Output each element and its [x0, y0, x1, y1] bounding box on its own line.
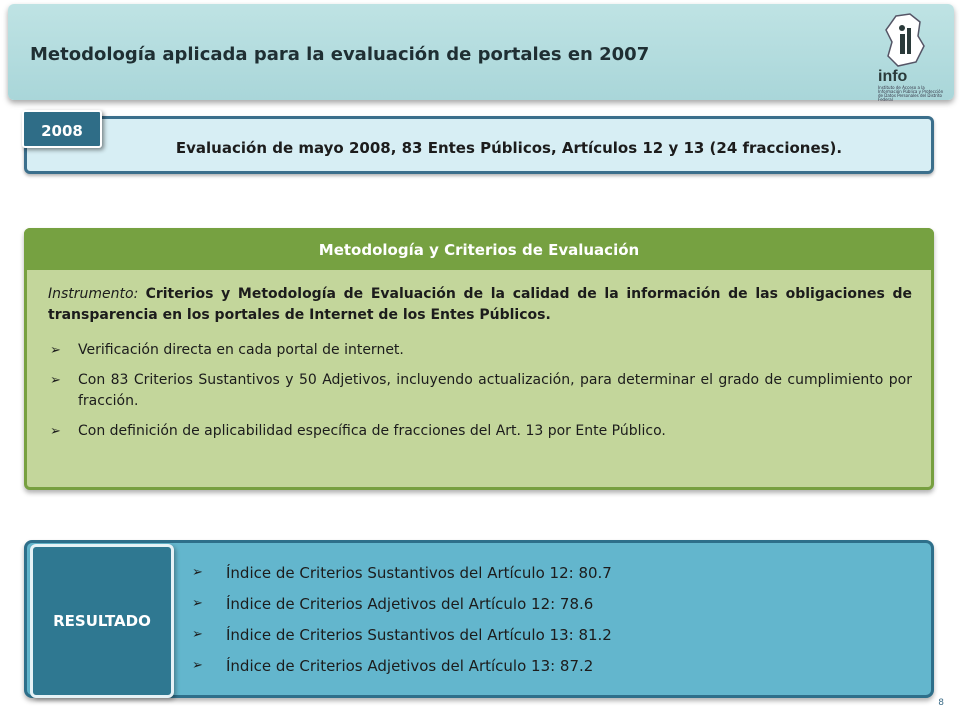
page-number: 8 [938, 698, 944, 708]
header-banner [8, 4, 954, 100]
results-label: RESULTADO [30, 544, 174, 698]
list-item: ➢ Con 83 Criterios Sustantivos y 50 Adjetivos, incluyendo actualización, para determinar el grado de cumplimiento por fracción. [50, 372, 912, 409]
methodology-body [48, 284, 912, 451]
arrowhead-bullet-icon: ➢ [192, 565, 203, 580]
page-title: Metodología aplicada para la evaluación de portales en 2007 [30, 44, 650, 65]
year-summary-bar [24, 116, 934, 174]
list-item: ➢ Índice de Criterios Sustantivos del Artículo 12: 80.7 [192, 564, 612, 582]
instrument-lead: Instrumento: [48, 286, 139, 302]
methodology-title: Metodología y Criterios de Evaluación [24, 228, 934, 270]
instrument-text: Criterios y Metodología de Evaluación de la calidad de la información de las obligaciones de transparencia en los portales de Internet de los Entes Públicos. [48, 286, 913, 323]
arrowhead-bullet-icon: ➢ [50, 343, 61, 358]
arrowhead-bullet-icon: ➢ [192, 658, 203, 673]
logo-text: info [878, 68, 908, 85]
instrument-paragraph [48, 284, 912, 326]
arrowhead-bullet-icon: ➢ [50, 373, 61, 388]
list-item: ➢ Con definición de aplicabilidad específica de fracciones del Art. 13 por Ente Público. [48, 421, 912, 442]
list-item: ➢ Índice de Criterios Sustantivos del Artículo 13: 81.2 [192, 626, 612, 644]
results-list [190, 562, 612, 686]
list-item: ➢ Índice de Criterios Adjetivos del Artículo 12: 78.6 [192, 595, 594, 613]
year-summary-text: Evaluación de mayo 2008, 83 Entes Públicos, Artículos 12 y 13 (24 fracciones). [175, 139, 843, 157]
arrowhead-bullet-icon: ➢ [192, 596, 203, 611]
arrowhead-bullet-icon: ➢ [192, 627, 203, 642]
arrowhead-bullet-icon: ➢ [50, 424, 61, 439]
list-item: ➢ Índice de Criterios Adjetivos del Artículo 13: 87.2 [192, 657, 594, 675]
methodology-bullets [48, 340, 912, 442]
logo-subtitle: Instituto de Acceso a la Información Pública y Protección de Datos Personales del Distrito Federal [878, 85, 944, 102]
year-badge: 2008 [22, 110, 102, 148]
list-item: ➢ Verificación directa en cada portal de internet. [48, 340, 912, 361]
infodf-logo-icon [874, 12, 944, 102]
